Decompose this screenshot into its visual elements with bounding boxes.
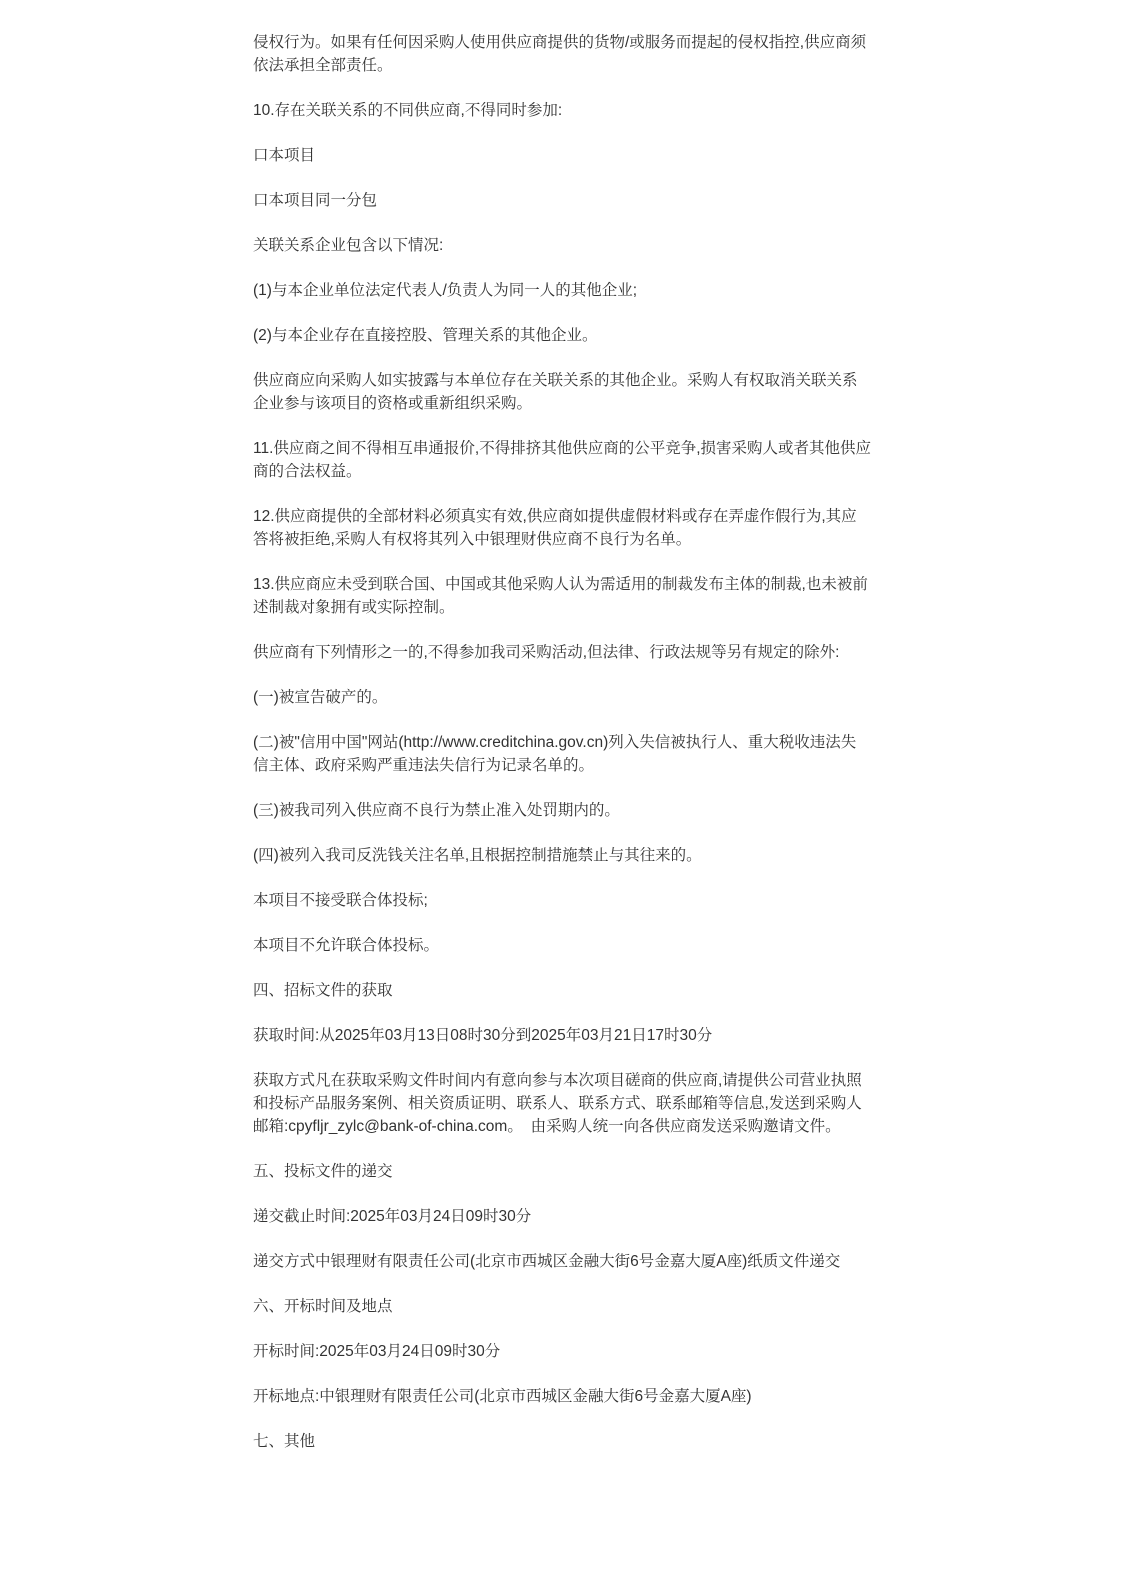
checkbox-item-this-project: 口本项目 bbox=[253, 147, 316, 164]
para-opening-place: 开标地点:中银理财有限责任公司(北京市西城区金融大街6号金嘉大厦A座) bbox=[253, 1388, 752, 1405]
para-disclosure-requirement: 供应商应向采购人如实披露与本单位存在关联关系的其他企业。采购人有权取消关联关系企业参与该项目的资格或重新组织采购。 bbox=[253, 372, 858, 412]
para-prohibited-intro: 供应商有下列情形之一的,不得参加我司采购活动,但法律、行政法规等另有规定的除外: bbox=[253, 644, 840, 661]
para-prohibited-3-bad-behavior: (三)被我司列入供应商不良行为禁止准入处罚期内的。 bbox=[253, 802, 620, 819]
para-10-related-suppliers: 10.存在关联关系的不同供应商,不得同时参加: bbox=[253, 102, 563, 119]
para-prohibited-4-aml-list: (四)被列入我司反洗钱关注名单,且根据控制措施禁止与其往来的。 bbox=[253, 847, 702, 864]
para-11-no-collusion: 11.供应商之间不得相互串通报价,不得排挤其他供应商的公平竞争,损害采购人或者其他供应商的合法权益。 bbox=[253, 440, 872, 480]
para-12-true-materials: 12.供应商提供的全部材料必须真实有效,供应商如提供虚假材料或存在弄虚作假行为,其应答将被拒绝,采购人有权将其列入中银理财供应商不良行为名单。 bbox=[253, 508, 857, 548]
para-no-consortium-accept: 本项目不接受联合体投标; bbox=[253, 892, 428, 909]
document-body bbox=[253, 0, 871, 1453]
heading-section-5-bid-submission: 五、投标文件的递交 bbox=[253, 1163, 393, 1180]
checkbox-item-same-subpackage: 口本项目同一分包 bbox=[253, 192, 378, 209]
para-related-definition-intro: 关联关系企业包含以下情况: bbox=[253, 237, 444, 254]
heading-section-6-bid-opening: 六、开标时间及地点 bbox=[253, 1298, 393, 1315]
para-prohibited-1-bankruptcy: (一)被宣告破产的。 bbox=[253, 689, 388, 706]
para-no-consortium-allow: 本项目不允许联合体投标。 bbox=[253, 937, 440, 954]
heading-section-4-obtain-documents: 四、招标文件的获取 bbox=[253, 982, 393, 999]
para-related-case-2: (2)与本企业存在直接控股、管理关系的其他企业。 bbox=[253, 327, 598, 344]
para-13-sanctions: 13.供应商应未受到联合国、中国或其他采购人认为需适用的制裁发布主体的制裁,也未被前述制裁对象拥有或实际控制。 bbox=[253, 576, 868, 616]
para-opening-time: 开标时间:2025年03月24日09时30分 bbox=[253, 1343, 501, 1360]
heading-section-7-others: 七、其他 bbox=[253, 1433, 316, 1450]
para-prohibited-2-creditchina: (二)被"信用中国"网站(http://www.creditchina.gov.cn)列入失信被执行人、重大税收违法失信主体、政府采购严重违法失信行为记录名单的。 bbox=[253, 734, 857, 774]
para-infringement-liability: 侵权行为。如果有任何因采购人使用供应商提供的货物/或服务而提起的侵权指控,供应商须依法承担全部责任。 bbox=[253, 34, 867, 74]
para-obtain-time: 获取时间:从2025年03月13日08时30分到2025年03月21日17时30分 bbox=[253, 1027, 713, 1044]
para-submission-deadline: 递交截止时间:2025年03月24日09时30分 bbox=[253, 1208, 532, 1225]
para-submission-method: 递交方式中银理财有限责任公司(北京市西城区金融大街6号金嘉大厦A座)纸质文件递交 bbox=[253, 1253, 841, 1270]
para-obtain-method-email: 获取方式凡在获取采购文件时间内有意向参与本次项目磋商的供应商,请提供公司营业执照和投标产品服务案例、相关资质证明、联系人、联系方式、联系邮箱等信息,发送到采购人邮箱:cpyfljr_zylc@bank-of-china.com。 由采购人统一向各供应商发送采购邀请文件。 bbox=[253, 1072, 862, 1135]
para-related-case-1: (1)与本企业单位法定代表人/负责人为同一人的其他企业; bbox=[253, 282, 638, 299]
